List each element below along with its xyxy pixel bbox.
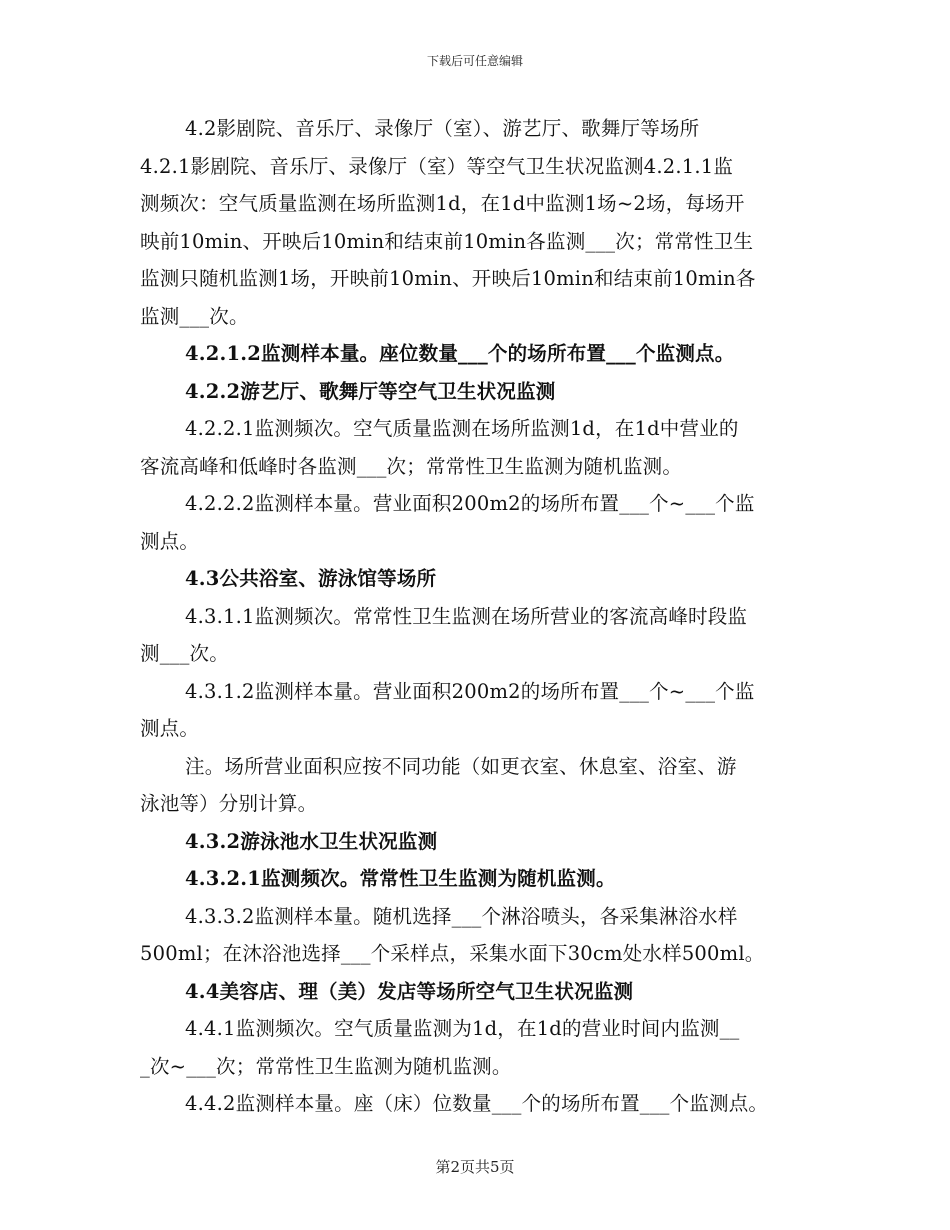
text-line: 4.4.1监测频次。空气质量监测为1d，在1d的营业时间内监测__ bbox=[185, 1017, 740, 1040]
text-line: 4.2影剧院、音乐厅、录像厅（室）、游艺厅、歌舞厅等场所 bbox=[185, 117, 700, 140]
text-line: 4.2.2.1监测频次。空气质量监测在场所监测1d，在1d中营业的 bbox=[185, 417, 739, 440]
text-line: 4.4美容店、理（美）发店等场所空气卫生状况监测 bbox=[185, 979, 634, 1003]
text-line: 4.2.2.2监测样本量。营业面积200m2的场所布置___个~___个监 bbox=[185, 492, 755, 515]
text-line: 4.3.2.1监测频次。常常性卫生监测为随机监测。 bbox=[185, 867, 616, 890]
text-line: 测点。 bbox=[140, 717, 200, 740]
text-line: 4.3.1.1监测频次。常常性卫生监测在场所营业的客流高峰时段监 bbox=[185, 604, 748, 628]
page-footer: 第2页共5页 bbox=[435, 1158, 515, 1176]
text-line: 注。场所营业面积应按不同功能（如更衣室、休息室、浴室、游 bbox=[185, 754, 737, 778]
text-line: 客流高峰和低峰时各监测___次；常常性卫生监测为随机监测。 bbox=[140, 454, 683, 478]
text-line: 500ml；在沐浴池选择___个采样点，采集水面下30cm处水样500ml。 bbox=[140, 942, 765, 965]
text-line: _次~___次；常常性卫生监测为随机监测。 bbox=[140, 1054, 512, 1078]
text-line: 4.3公共浴室、游泳馆等场所 bbox=[185, 567, 437, 590]
text-line: 4.4.2监测样本量。座（床）位数量___个的场所布置___个监测点。 bbox=[185, 1092, 769, 1115]
text-line: 监测___次。 bbox=[140, 304, 249, 328]
text-line: 4.2.2游艺厅、歌舞厅等空气卫生状况监测 bbox=[185, 379, 556, 403]
text-line: 4.3.3.2监测样本量。随机选择___个淋浴喷头，各采集淋浴水样 bbox=[185, 904, 738, 928]
document-body bbox=[140, 110, 830, 1123]
text-line: 映前10min、开映后10min和结束前10min各监测___次；常常性卫生 bbox=[140, 229, 754, 253]
text-line: 测___次。 bbox=[140, 642, 229, 665]
text-line: 测频次：空气质量监测在场所监测1d，在1d中监测1场~2场，每场开 bbox=[140, 192, 745, 215]
text-line: 4.3.2游泳池水卫生状况监测 bbox=[185, 829, 438, 853]
text-line: 4.3.1.2监测样本量。营业面积200m2的场所布置___个~___个监 bbox=[185, 679, 755, 703]
text-line: 4.2.1影剧院、音乐厅、录像厅（室）等空气卫生状况监测4.2.1.1监 bbox=[140, 154, 734, 178]
text-line: 4.2.1.2监测样本量。座位数量___个的场所布置___个监测点。 bbox=[185, 342, 735, 365]
text-line: 测点。 bbox=[140, 529, 200, 553]
text-line: 泳池等）分别计算。 bbox=[140, 792, 318, 815]
page-header: 下载后可任意编辑 bbox=[426, 54, 523, 68]
text-line: 监测只随机监测1场，开映前10min、开映后10min和结束前10min各 bbox=[140, 267, 756, 290]
